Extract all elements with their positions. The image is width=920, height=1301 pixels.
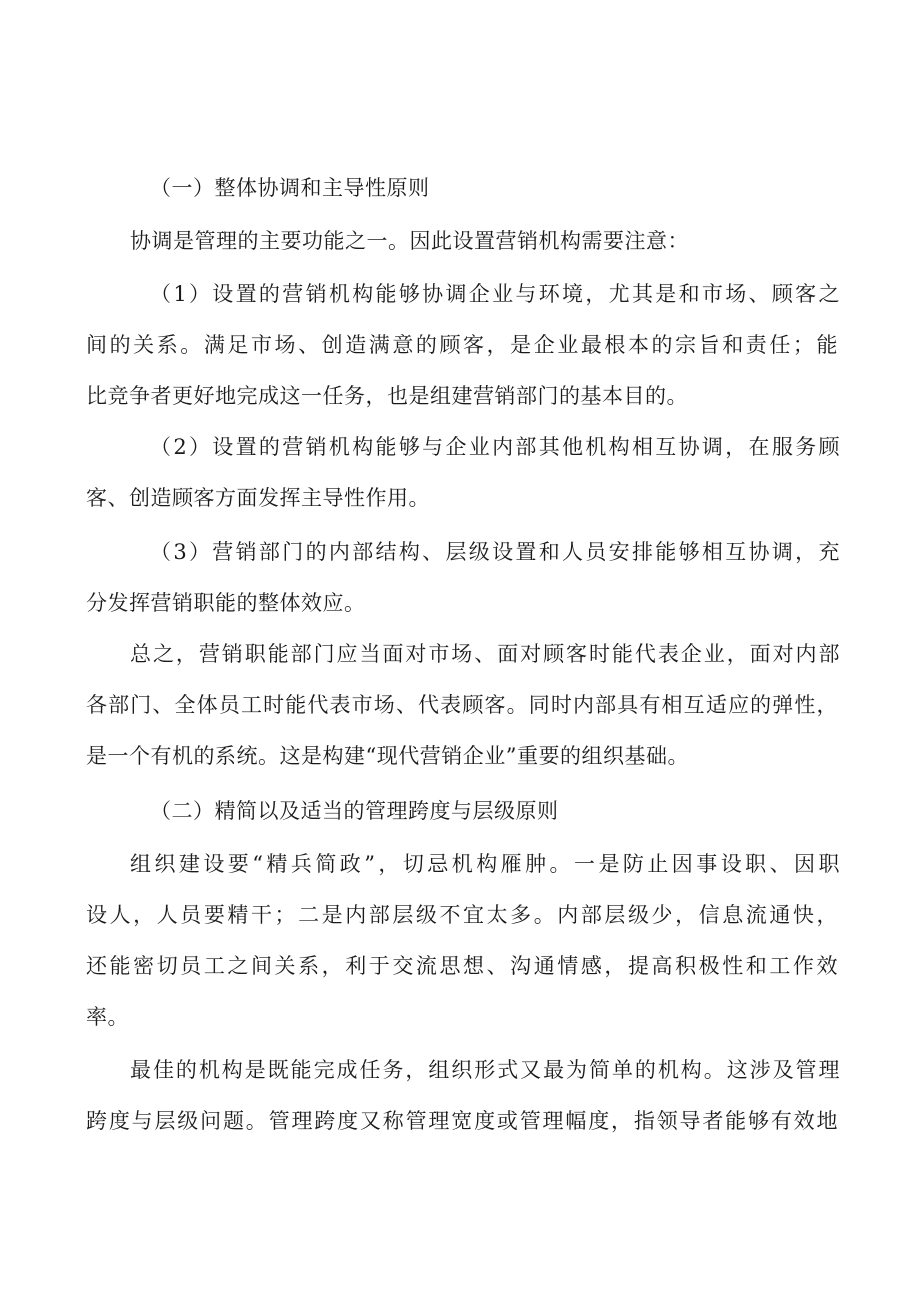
item-1-line-2: 间的关系。满足市场、创造满意的顾客，是企业最根本的宗旨和责任；能 [86,333,838,357]
summary-line-2: 各部门、全体员工时能代表市场、代表顾客。同时内部具有相互适应的弹性， [86,693,838,717]
paragraph-2-line-2: 设人，人员要精干；二是内部层级不宜太多。内部层级少，信息流通快， [86,903,838,927]
paragraph-intro: 协调是管理的主要功能之一。因此设置营销机构需要注意： [130,229,689,253]
item-1-line-3: 比竞争者更好地完成这一任务，也是组建营销部门的基本目的。 [86,384,688,408]
item-1-line-1: （1）设置的营销机构能够协调企业与环境，尤其是和市场、顾客之 [150,282,840,306]
paragraph-2-line-4: 率。 [86,1005,129,1029]
paragraph-2-line-1: 组织建设要“精兵简政”，切忌机构雁肿。一是防止因事设职、因职 [130,852,840,876]
item-3-line-1: （3）营销部门的内部结构、层级设置和人员安排能够相互协调，充 [150,540,840,564]
section-heading-2: （二）精简以及适当的管理跨度与层级原则 [150,799,559,823]
item-2-line-2: 客、创造顾客方面发挥主导性作用。 [86,486,430,510]
section-heading-1: （一）整体协调和主导性原则 [150,176,430,200]
paragraph-3-line-1: 最佳的机构是既能完成任务，组织形式又最为简单的机构。这涉及管理 [130,1058,840,1082]
item-2-line-1: （2）设置的营销机构能够与企业内部其他机构相互协调，在服务顾 [150,435,840,459]
paragraph-3-line-2: 跨度与层级问题。管理跨度又称管理宽度或管理幅度，指领导者能够有效地 [86,1109,838,1133]
summary-line-1: 总之，营销职能部门应当面对市场、面对顾客时能代表企业，面对内部 [130,642,840,666]
paragraph-2-line-3: 还能密切员工之间关系，利于交流思想、沟通情感，提高积极性和工作效 [86,954,838,978]
item-3-line-2: 分发挥营销职能的整体效应。 [86,591,366,615]
summary-line-3: 是一个有机的系统。这是构建“现代营销企业”重要的组织基础。 [86,744,689,768]
